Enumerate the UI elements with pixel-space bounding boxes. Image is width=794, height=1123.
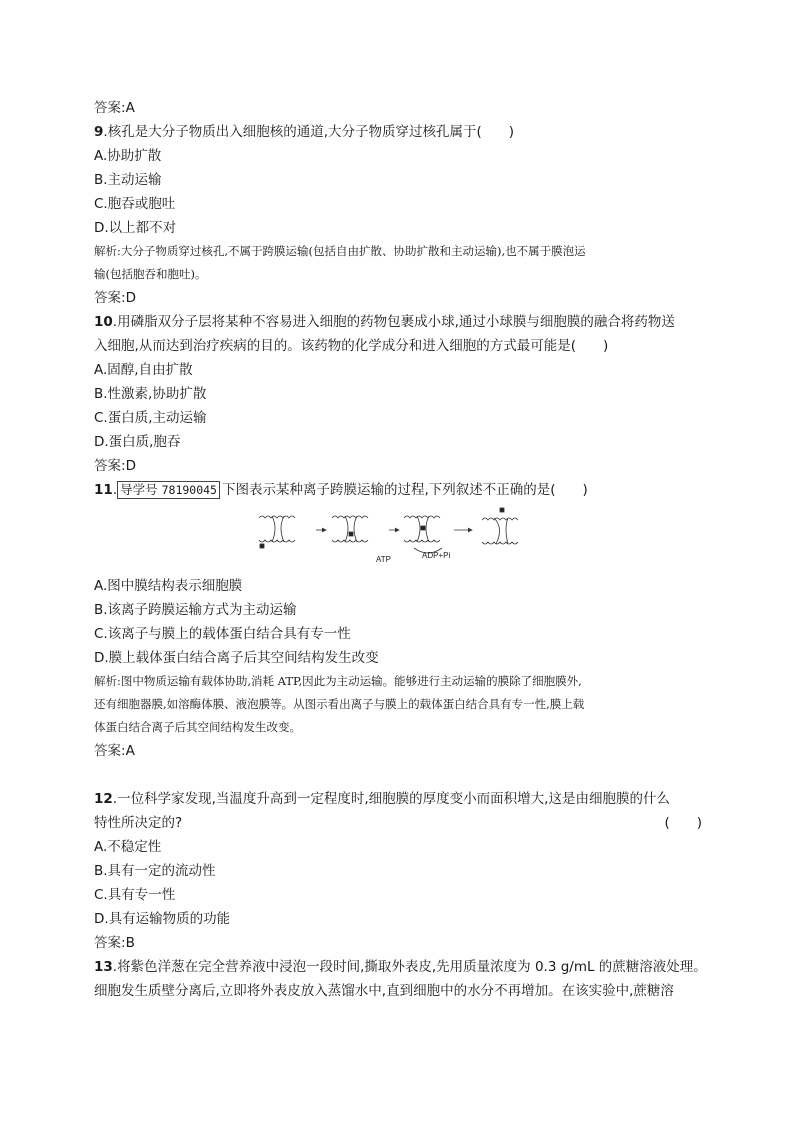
option-a: A.协助扩散 <box>94 148 162 164</box>
question-number: 9 <box>94 124 104 140</box>
option-b: B.主动运输 <box>94 172 162 188</box>
analysis-line: 输(包括胞吞和胞吐)。 <box>94 267 207 281</box>
option-d: D.蛋白质,胞吞 <box>94 434 181 450</box>
analysis-text: 图中物质运输有载体协助,消耗 ATP,因此为主动运输。能够进行主动运输的膜除了细胞膜外, <box>120 674 582 688</box>
question-9-stem <box>94 120 710 144</box>
question-number: 13 <box>94 959 113 975</box>
answer-value: D <box>125 458 136 474</box>
guide-number-box <box>117 481 220 499</box>
analysis-line <box>94 670 710 693</box>
answer-value: A <box>125 100 135 116</box>
question-text: .核孔是大分子物质出入细胞核的通道,大分子物质穿过核孔属于( ) <box>103 124 515 140</box>
analysis-label: 解析: <box>94 244 121 258</box>
analysis-line: 体蛋白结合离子后其空间结构发生改变。 <box>94 720 301 734</box>
analysis-line <box>94 240 710 263</box>
question-11-stem: 11. 导学号 78190045 下图表示某种离子跨膜运输的过程,下列叙述不正确的是( ) <box>94 482 588 498</box>
answer-value: B <box>125 935 135 951</box>
option-d: D.具有运输物质的功能 <box>94 911 231 927</box>
answer-value: D <box>125 290 136 306</box>
analysis-label: 解析: <box>94 674 121 688</box>
option-c: C.该离子与膜上的载体蛋白结合具有专一性 <box>94 626 351 642</box>
option-c: C.蛋白质,主动运输 <box>94 410 207 426</box>
answer-line <box>94 454 710 478</box>
analysis-line: 还有细胞器膜,如溶酶体膜、液泡膜等。从图示看出离子与膜上的载体蛋白结合具有专一性,膜上载 <box>94 697 585 711</box>
question-number: 11 <box>94 482 113 498</box>
question-13-stem-cont: 细胞发生质壁分离后,立即将外表皮放入蒸馏水中,直到细胞中的水分不再增加。在该实验中,蔗糖溶 <box>94 983 674 999</box>
option-c: C.具有专一性 <box>94 887 176 903</box>
option-b: B.性激素,协助扩散 <box>94 386 207 402</box>
question-10-stem-cont: 入细胞,从而达到治疗疾病的目的。该药物的化学成分和进入细胞的方式最可能是( ) <box>94 338 609 354</box>
membrane-stage-1 <box>259 516 295 542</box>
answer-label: 答案: <box>94 935 126 951</box>
membrane-diagram <box>254 506 554 566</box>
option-a: A.固醇,自由扩散 <box>94 362 193 378</box>
option-a: A.不稳定性 <box>94 839 162 855</box>
answer-line <box>94 286 710 310</box>
option-d: D.膜上载体蛋白结合离子后其空间结构发生改变 <box>94 650 379 666</box>
answer-line <box>94 931 710 955</box>
answer-paren: ( ) <box>664 815 702 831</box>
guide-label: 导学号 <box>120 482 158 497</box>
answer-label: 答案: <box>94 100 126 116</box>
option-b: B.该离子跨膜运输方式为主动运输 <box>94 602 297 618</box>
option-c: C.胞吞或胞吐 <box>94 196 176 212</box>
question-text: 特性所决定的? <box>94 815 183 831</box>
question-text: 下图表示某种离子跨膜运输的过程,下列叙述不正确的是( ) <box>221 482 588 498</box>
answer-line-q8 <box>94 96 710 120</box>
option-b: B.具有一定的流动性 <box>94 863 216 879</box>
document-page <box>94 96 710 1003</box>
adp-label: ADP+Pi <box>422 551 451 560</box>
question-text: .将紫色洋葱在完全营养液中浸泡一段时间,撕取外表皮,先用质量浓度为 0.3 g/mL 的蔗糖溶液处理。 <box>112 959 707 975</box>
option-a: A.图中膜结构表示细胞膜 <box>94 578 243 594</box>
answer-label: 答案: <box>94 290 126 306</box>
question-12-stem <box>94 787 710 811</box>
membrane-transport-figure <box>254 506 710 568</box>
question-12-stem-cont <box>94 811 710 835</box>
answer-line <box>94 739 710 763</box>
answer-label: 答案: <box>94 743 126 759</box>
option-d: D.以上都不对 <box>94 220 177 236</box>
question-10-stem <box>94 310 710 334</box>
question-13-stem <box>94 955 710 979</box>
question-text: .用磷脂双分子层将某种不容易进入细胞的药物包裹成小球,通过小球膜与细胞膜的融合将药物送 <box>112 314 675 330</box>
question-text: .一位科学家发现,当温度升高到一定程度时,细胞膜的厚度变小而面积增大,这是由细胞膜的什么 <box>112 791 670 807</box>
question-number: 10 <box>94 314 113 330</box>
answer-label: 答案: <box>94 458 126 474</box>
atp-label: ATP <box>376 555 391 564</box>
guide-number: 78190045 <box>161 483 217 497</box>
answer-value: A <box>125 743 135 759</box>
question-number: 12 <box>94 791 113 807</box>
analysis-text: 大分子物质穿过核孔,不属于跨膜运输(包括自由扩散、协助扩散和主动运输),也不属于膜泡运 <box>120 244 586 258</box>
